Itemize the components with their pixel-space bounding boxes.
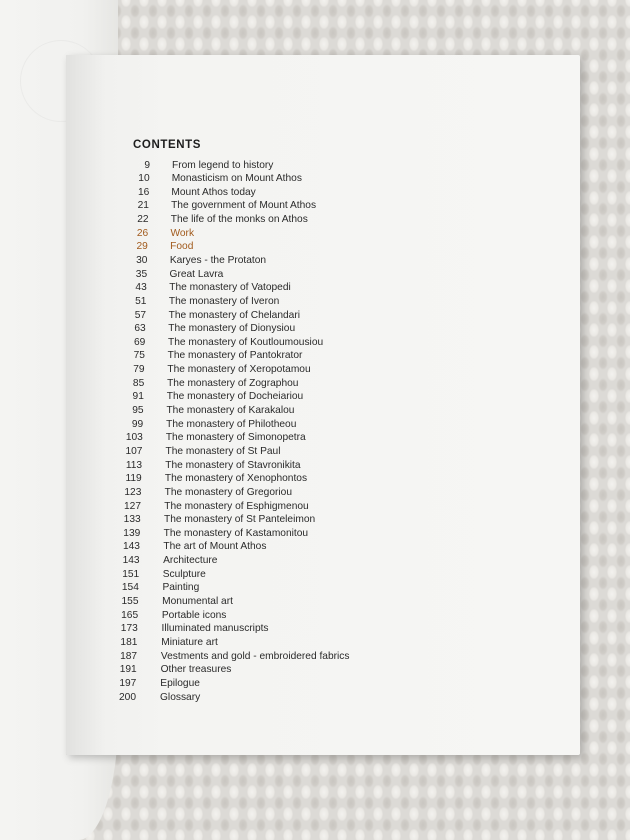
- toc-page-number: 79: [133, 364, 145, 376]
- toc-entry-title: Monasticism on Mount Athos: [171, 173, 302, 185]
- toc-entry-title: Karyes - the Protaton: [169, 254, 267, 266]
- toc-entry-title: Architecture: [163, 555, 218, 567]
- toc-entry-title: Epilogue: [160, 677, 200, 689]
- toc-page-number: 91: [132, 391, 144, 403]
- toc-page-number: 119: [125, 473, 142, 485]
- toc-entry-title: The monastery of Simonopetra: [165, 432, 306, 444]
- toc-page-number: 200: [119, 691, 136, 703]
- toc-entry-title: The monastery of Chelandari: [168, 309, 300, 321]
- toc-entry-title: Other treasures: [160, 664, 232, 676]
- toc-entry-title: Illuminated manuscripts: [161, 623, 269, 635]
- toc-page-number: 181: [120, 636, 138, 648]
- contents-heading: CONTENTS: [133, 139, 202, 151]
- toc-page-number: 43: [135, 282, 147, 294]
- toc-entry-title: The monastery of Pantokrator: [167, 350, 303, 362]
- toc-page-number: 57: [134, 309, 147, 321]
- book-page: [66, 55, 580, 755]
- toc-entry-title: From legend to history: [172, 159, 274, 171]
- toc-entry-title: Painting: [162, 582, 200, 594]
- toc-entry-title: Monumental art: [162, 596, 233, 607]
- toc-entry-title: The monastery of Stavronikita: [165, 459, 301, 471]
- toc-page-number: 165: [121, 609, 139, 621]
- toc-page-number: 127: [124, 500, 142, 512]
- toc-page-number: 85: [132, 377, 145, 389]
- toc-page-number: 75: [133, 350, 145, 362]
- toc-entry-title: The monastery of Docheiariou: [166, 391, 304, 403]
- toc-entry-title: The monastery of Iveron: [168, 295, 280, 307]
- toc-entry-title: The monastery of Koutloumousiou: [167, 336, 324, 348]
- toc-page-number: 69: [133, 336, 146, 348]
- toc-page-number: 197: [119, 677, 137, 689]
- toc-entry-title: The monastery of Xeropotamou: [167, 364, 311, 376]
- toc-entry-title: Mount Athos today: [171, 186, 256, 198]
- toc-entry-title: The monastery of Dionysiou: [168, 323, 296, 335]
- toc-entry-title: Vestments and gold - embroidered fabrics: [160, 650, 350, 662]
- toc-page-number: 151: [122, 568, 140, 580]
- toc-page-number: 22: [137, 214, 149, 226]
- toc-entry-title: The monastery of Philotheou: [166, 418, 297, 430]
- toc-page-number: 139: [123, 527, 141, 539]
- toc-page-number: 30: [136, 254, 148, 266]
- toc-entry-title: The life of the monks on Athos: [170, 214, 308, 226]
- toc-page-number: 35: [135, 268, 148, 280]
- toc-entry-title: The monastery of Xenophontos: [164, 473, 308, 485]
- toc-page-number: 133: [123, 514, 141, 526]
- toc-entry-title: The monastery of Zographou: [167, 377, 299, 389]
- toc-page-number: 107: [125, 445, 143, 457]
- toc-entry-title: Food: [170, 241, 194, 253]
- toc-page-number: 123: [124, 486, 142, 498]
- toc-entry-title: The monastery of St Paul: [165, 445, 281, 457]
- toc-entry-title: Great Lavra: [169, 268, 224, 280]
- toc-entry-title: Miniature art: [161, 636, 218, 648]
- toc-page-number: 99: [131, 418, 144, 430]
- toc-entry-title: The art of Mount Athos: [163, 541, 267, 553]
- toc-page-number: 95: [132, 405, 144, 417]
- toc-page-number: 154: [121, 582, 139, 594]
- toc-entry-title: The monastery of Kastamonitou: [163, 527, 309, 539]
- toc-page-number: 10: [138, 173, 150, 185]
- toc-page-number: 26: [136, 227, 149, 239]
- toc-page-number: 51: [135, 295, 147, 307]
- toc-page-number: 143: [122, 541, 140, 553]
- toc-page-number: 16: [137, 186, 150, 198]
- toc-entry-title: The monastery of Gregoriou: [164, 486, 292, 498]
- toc-page-number: 155: [121, 596, 139, 607]
- toc-entry-title: The government of Mount Athos: [171, 200, 317, 212]
- toc-entry-title: Sculpture: [162, 568, 206, 580]
- toc-entry-title: Work: [170, 227, 195, 239]
- toc-entry-title: The monastery of Karakalou: [166, 405, 295, 417]
- toc-page-number: 103: [125, 432, 143, 444]
- toc-page-number: 173: [120, 623, 138, 635]
- toc-entry-title: The monastery of Esphigmenou: [164, 500, 309, 512]
- toc-entry-title: Portable icons: [161, 609, 227, 621]
- toc-page-number: 63: [134, 323, 146, 335]
- table-of-contents: [66, 55, 580, 755]
- toc-page-number: 143: [122, 555, 140, 567]
- toc-page-number: 29: [136, 241, 148, 253]
- toc-page-number: 21: [137, 200, 149, 212]
- toc-page-number: 187: [120, 650, 138, 662]
- toc-page-number: 9: [144, 159, 150, 171]
- toc-entry-title: The monastery of St Panteleimon: [163, 514, 316, 526]
- toc-entry-title: Glossary: [160, 691, 201, 703]
- toc-page-number: 191: [119, 664, 137, 676]
- toc-page-number: 113: [125, 459, 143, 471]
- toc-entry-title: The monastery of Vatopedi: [169, 282, 291, 294]
